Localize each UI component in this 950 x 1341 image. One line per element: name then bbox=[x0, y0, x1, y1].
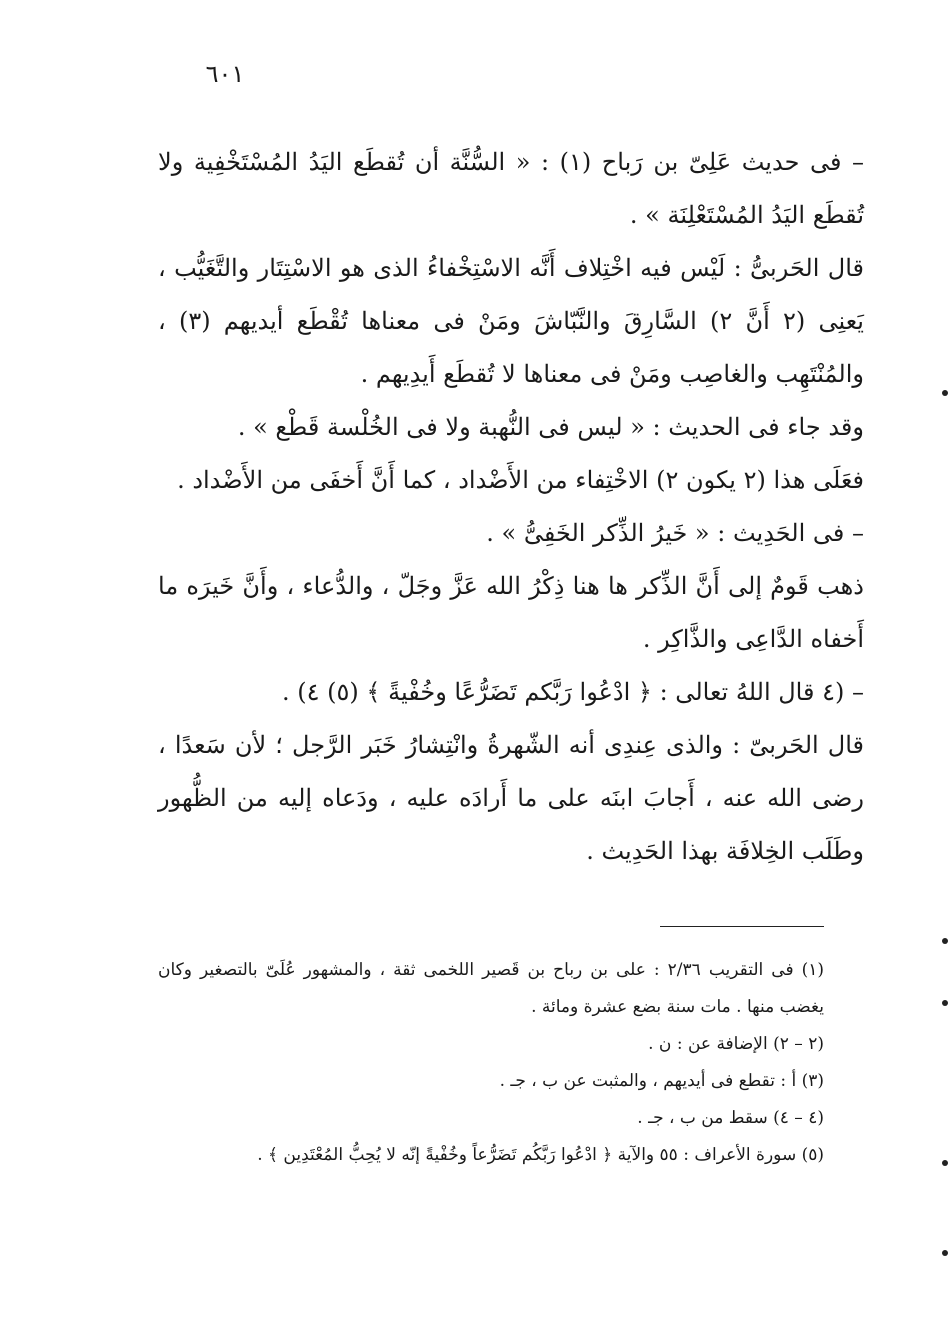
margin-mark bbox=[942, 1160, 948, 1166]
margin-mark bbox=[942, 938, 948, 944]
paragraph-quran-verse: – (٤ قال اللهُ تعالى : ﴿ ادْعُوا رَبَّكم تَضَرُّعًا وخُفْيةً ﴾ (٥) ٤) . bbox=[282, 678, 864, 706]
footnote-1: (١) فى التقريب ٢/٣٦ : على بن رباح بن قَصير اللخمى ثقة ، والمشهور عُلَىّ بالتصغير وكان يغضب منها . مات سنة بضع عشرة ومائة . bbox=[158, 960, 824, 1017]
footnotes bbox=[158, 952, 864, 1174]
paragraph-harbi-shuhra: قال الحَربىّ : والذى عِندِى أنه الشّهرةُ وانْتِشارُ خَبَر الرَّجل ؛ لأن سَعدًا ، رضى الله عنه ، أَجابَ ابنَه على ما أَرادَه عليه ، ودَعاه إليه من الظُّهور وطَلَب الخِلافَة بهذا الحَدِيث . bbox=[158, 731, 865, 865]
paragraph-nuhba-hadith: وقد جاء فى الحديث : « ليس فى النُّهبة ولا فى الخُلْسة قَطْع » . bbox=[237, 413, 864, 441]
margin-mark bbox=[942, 1000, 948, 1006]
paragraph-hadith-dhikr: – فى الحَدِيث : « خَيرُ الذِّكر الخَفِىُّ » . bbox=[486, 519, 864, 547]
paragraph-dhikr-commentary: ذهب قَومٌ إلى أَنَّ الذِّكر ها هنا ذِكْرُ الله عَزَّ وجَلّ ، والدُّعاء ، وأَنَّ خَيرَه ما أَخفاه الدَّاعِى والذَّاكِر . bbox=[158, 572, 864, 653]
page-number: ٦٠١ bbox=[205, 60, 245, 88]
footnote-3: (٣) أ : تقطع فى أيديهم ، والمثبت عن ب ، جـ . bbox=[499, 1071, 824, 1091]
footnote-divider bbox=[660, 926, 824, 927]
footnote-2: (٢ – ٢) الإضافة عن : ن . bbox=[648, 1034, 824, 1054]
footnote-4: (٤ – ٤) سقط من ب ، جـ . bbox=[637, 1108, 824, 1128]
paragraph-addad: فعَلَى هذا (٢ يكون ٢) الاخْتِفاء من الأَضْداد ، كما أَنَّ أَخفَى من الأَضْداد . bbox=[177, 466, 864, 494]
main-text bbox=[158, 136, 864, 878]
margin-mark bbox=[942, 1250, 948, 1256]
paragraph-harbi-commentary: قال الحَربىُّ : لَيْس فيه اخْتِلاف أَنَّه الاسْتِخْفاءُ الذى هو الاسْتِتَار والتَّغَيُّب ، يَعنِى (٢ أَنَّ ٢) السَّارِقَ والنَّبّاشَ ومَنْ فى معناها تُقْطَع أيديهم (٣) ، والمُنْتَهِب والغاصِب ومَنْ فى معناها لا تُقطَع أَيدِيهم . bbox=[158, 254, 864, 388]
footnote-5: (٥) سورة الأعراف : ٥٥ والآية ﴿ ادْعُوا رَبَّكُم تَضَرُّعاً وخُفْيةً إنّه لا يُحِبُّ المُعْتَدِين ﴾ . bbox=[257, 1145, 824, 1165]
paragraph-hadith-ali: – فى حديث عَلِىّ بن رَباح (١) : « السُّنَّة أن تُقطَع اليَدُ المُسْتَخْفِية ولا تُقطَع اليَدُ المُسْتَعْلِنَة » . bbox=[158, 148, 864, 229]
margin-mark bbox=[942, 390, 948, 396]
